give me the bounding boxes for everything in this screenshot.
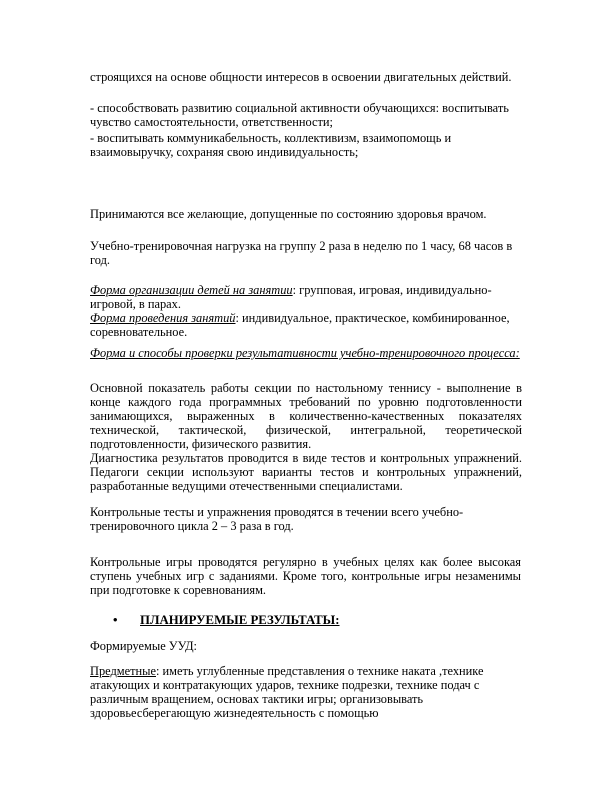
paragraph-subject-results — [90, 664, 522, 720]
form-conduct-text: : индивидуальное, практическое, комбинированное, соревновательное. — [90, 311, 510, 339]
paragraph-form-conduct — [90, 311, 522, 339]
form-conduct-label: Форма проведения занятий — [90, 311, 236, 325]
subject-label: Предметные — [90, 664, 156, 678]
paragraph-control-games: Контрольные игры проводятся регулярно в учебных целях как более высокая ступень учебных игр с заданиями. Кроме того, контрольные игры незаменимы при подготовке к соревнованиям. — [90, 555, 521, 597]
section-heading-planned-results — [113, 613, 340, 628]
paragraph-control-tests: Контрольные тесты и упражнения проводятся в течении всего учебно-тренировочного цикла 2 – 3 раза в год. — [90, 505, 464, 533]
paragraph-uud: Формируемые УУД: — [90, 639, 197, 653]
paragraph-form-organization — [90, 283, 522, 311]
form-organization-text: : групповая, игровая, индивидуально-игровой, в парах. — [90, 283, 492, 311]
paragraph-form-check: Форма и способы проверки результативности учебно-тренировочного процесса: — [90, 346, 520, 360]
paragraph-main-indicator: Основной показатель работы секции по настольному теннису - выполнение в конце каждого года программных требований по уровню подготовленности занимающихся, выраженных в количественно-качественных показателях технической, тактической, физической, интегральной, теоретической подготовленности, физического развития. — [90, 381, 522, 451]
form-organization-label: Форма организации детей на занятии — [90, 283, 293, 297]
paragraph-social-activity: - способствовать развитию социальной активности обучающихся: воспитывать чувство самостоятельности, ответственности; — [90, 101, 509, 129]
subject-text: : иметь углубленные представления о технике наката ,технике атакующих и контратакующих ударов, технике подрезки, технике подач с различным вращением, основах тактики игры; организовывать здоровьесберегающую жизнедеятельность с помощью — [90, 664, 484, 720]
paragraph-training-load: Учебно-тренировочная нагрузка на группу 2 раза в неделю по 1 часу, 68 часов в год. — [90, 239, 513, 267]
paragraph-admission: Принимаются все желающие, допущенные по состоянию здоровья врачом. — [90, 207, 487, 221]
paragraph-communicability: - воспитывать коммуникабельность, коллективизм, взаимопомощь и взаимовыручку, сохраняя свою индивидуальность; — [90, 131, 452, 159]
paragraph-diagnostics: Диагностика результатов проводится в виде тестов и контрольных упражнений. Педагоги секции используют варианты тестов и контрольных упражнений, разработанные ведущими отечественными специалистами. — [90, 451, 522, 493]
paragraph-intro-end: строящихся на основе общности интересов в освоении двигательных действий. — [90, 70, 512, 84]
heading-text: ПЛАНИРУЕМЫЕ РЕЗУЛЬТАТЫ: — [140, 613, 340, 627]
bullet-icon: • — [113, 613, 118, 627]
